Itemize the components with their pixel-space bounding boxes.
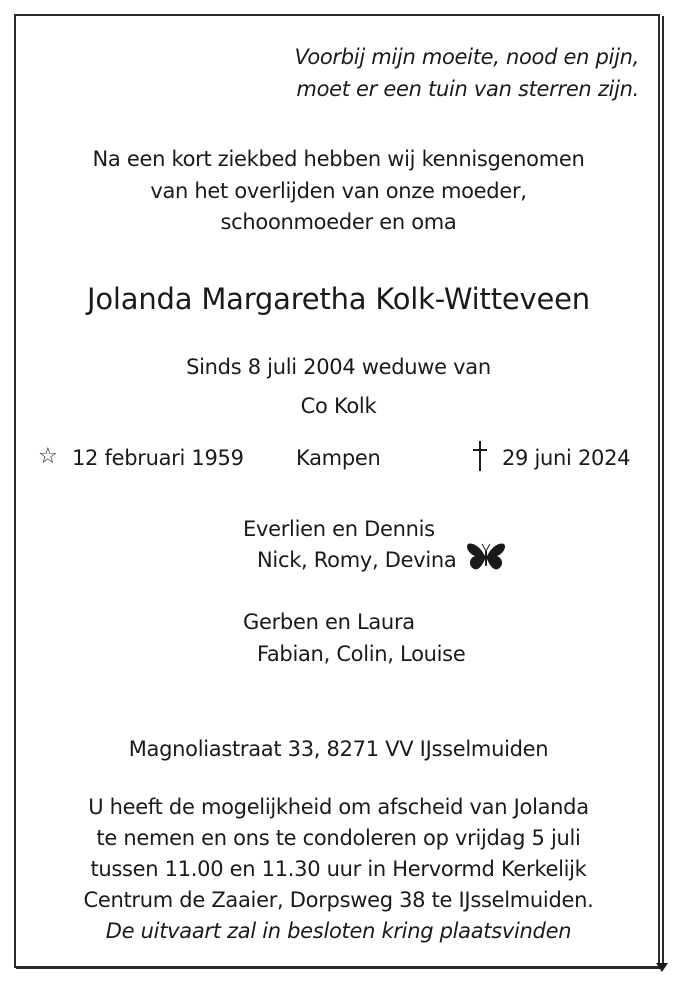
butterfly-icon (466, 542, 506, 572)
condolence-line-5: De uitvaart zal in besloten kring plaatsvinden (105, 919, 572, 943)
poem-line-1: Voorbij mijn moeite, nood en pijn, (294, 45, 639, 69)
intro-line-1: Na een kort ziekbed hebben wij kennisgenomen (92, 147, 585, 171)
family-group-1-children: Nick, Romy, Devina (257, 548, 457, 572)
condolence-line-4: Centrum de Zaaier, Dorpsweg 38 te IJsselmuiden. (83, 888, 594, 912)
spouse-name: Co Kolk (300, 394, 377, 418)
death-date: 29 juni 2024 (502, 446, 631, 470)
place: Kampen (296, 446, 381, 470)
deceased-name: Jolanda Margaretha Kolk-Witteveen (87, 282, 590, 316)
intro-line-3: schoonmoeder en oma (220, 210, 457, 234)
family-group-2-children: Fabian, Colin, Louise (257, 642, 466, 666)
birth-date: 12 februari 1959 (72, 446, 244, 470)
poem-line-2: moet er een tuin van sterren zijn. (296, 77, 639, 101)
address: Magnoliastraat 33, 8271 VV IJsselmuiden (128, 737, 549, 761)
cross-icon (470, 441, 490, 471)
scroll-down-arrow-icon[interactable] (656, 963, 668, 972)
family-group-2-parents: Gerben en Laura (243, 610, 415, 634)
condolence-line-1: U heeft de mogelijkheid om afscheid van Jolanda (88, 795, 589, 819)
frame-shadow-bottom (16, 967, 662, 969)
star-icon: ☆ (38, 444, 58, 469)
intro-line-2: van het overlijden van onze moeder, (150, 179, 527, 203)
condolence-line-2: te nemen en ons te condoleren op vrijdag 5 juli (96, 826, 581, 850)
family-group-1-parents: Everlien en Dennis (243, 517, 435, 541)
condolence-line-3: tussen 11.00 en 11.30 uur in Hervormd Kerkelijk (90, 857, 587, 881)
widow-line: Sinds 8 juli 2004 weduwe van (186, 355, 491, 379)
